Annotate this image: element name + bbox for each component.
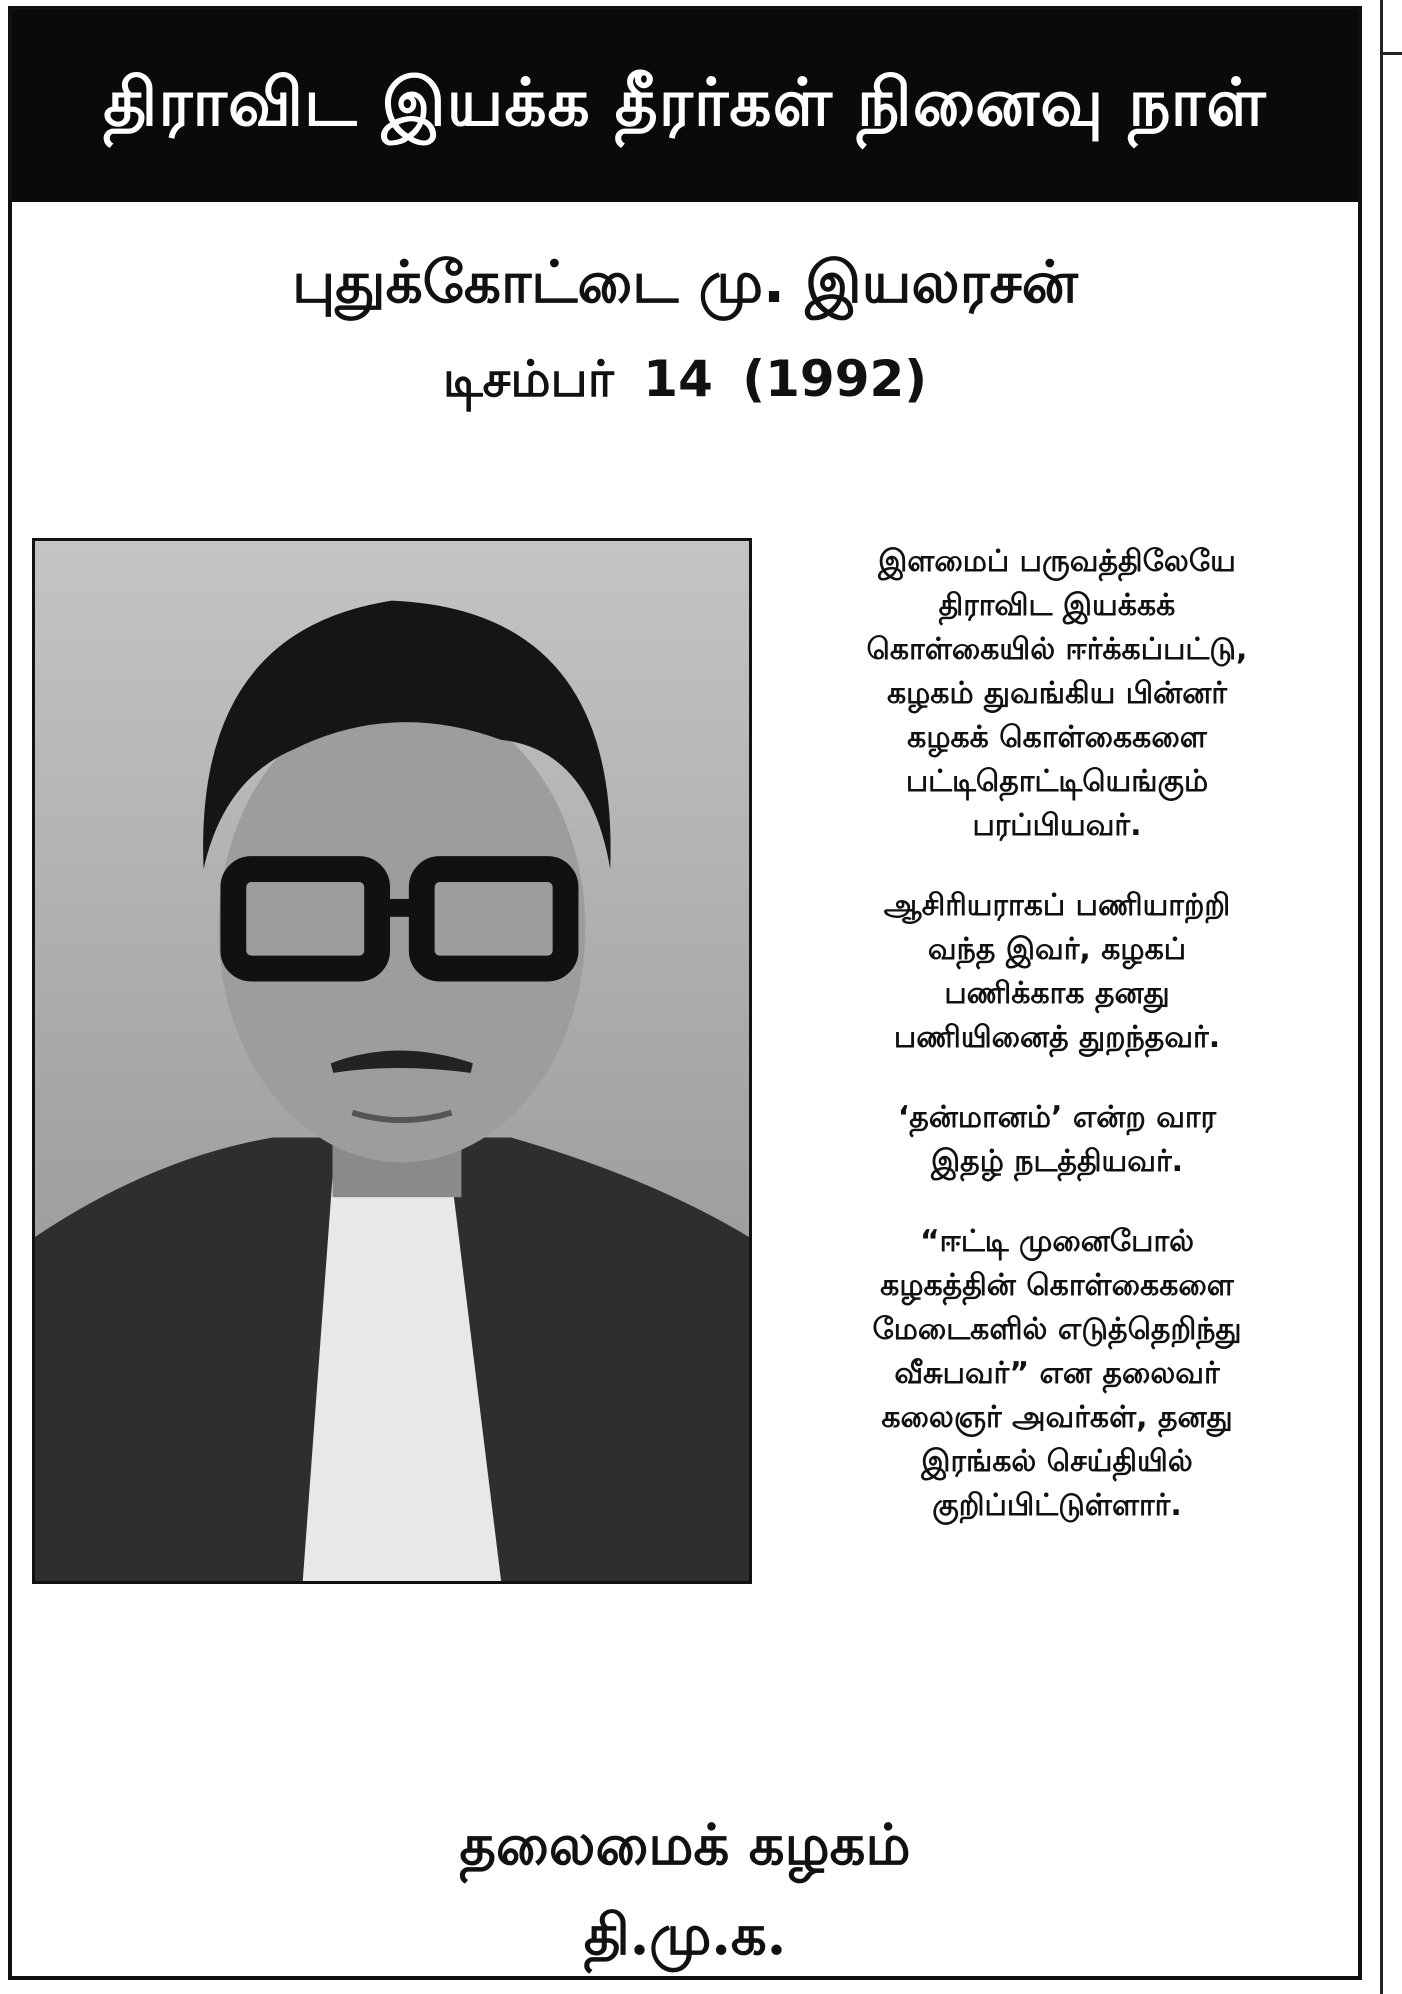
bio-line: இரங்கல் செய்தியில்: [921, 1444, 1193, 1479]
bio-line: பணியினைத் துறந்தவர்.: [893, 1020, 1221, 1055]
bio-paragraph: [772, 1220, 1342, 1528]
memorial-date: டிசம்பர் 14 (1992): [442, 350, 928, 408]
bio-line: கழகத்தின் கொள்கைகளை: [880, 1268, 1234, 1303]
title-banner: [12, 10, 1358, 202]
biography-text: [772, 540, 1342, 1564]
bio-paragraph: [772, 884, 1342, 1060]
bio-line: “ஈட்டி முனைபோல்: [919, 1224, 1195, 1259]
bio-line: பணிக்காக தனது: [944, 976, 1170, 1011]
bio-line: கழகக் கொள்கைகளை: [907, 720, 1207, 755]
portrait-photo: [32, 538, 752, 1584]
bio-line: குறிப்பிட்டுள்ளார்.: [932, 1488, 1182, 1523]
bio-line: வந்த இவர், கழகப்: [927, 932, 1187, 967]
footer-organization: தலைமைக் கழகம்: [459, 1812, 911, 1878]
banner-title: திராவிட இயக்க தீரர்கள் நினைவு நாள்: [103, 62, 1267, 141]
bio-line: வீசுபவர்” என தலைவர்: [894, 1356, 1220, 1391]
bio-paragraph: [772, 1096, 1342, 1184]
footer-party-name: தி.மு.க.: [583, 1902, 787, 1968]
bio-line: ‘தன்மானம்’ என்ற வார: [897, 1100, 1217, 1135]
adjacent-column-border: [1380, 0, 1383, 1994]
bio-line: பரப்பியவர்.: [972, 808, 1142, 843]
adjacent-column-rule: [1383, 52, 1402, 55]
portrait-illustration: [35, 541, 749, 1581]
bio-line: இளமைப் பருவத்திலேயே: [878, 544, 1236, 579]
bio-paragraph: [772, 540, 1342, 848]
bio-line: இதழ் நடத்தியவர்.: [930, 1144, 1184, 1179]
memorial-notice: [8, 6, 1362, 1980]
bio-line: கொள்கையில் ஈர்க்கப்பட்டு,: [866, 632, 1248, 667]
bio-line: கழகம் துவங்கிய பின்னர்: [886, 676, 1228, 711]
bio-line: கலைஞர் அவர்கள், தனது: [881, 1400, 1233, 1435]
bio-line: திராவிட இயக்கக்: [938, 588, 1176, 623]
bio-line: பட்டிதொட்டியெங்கும்: [905, 764, 1209, 799]
bio-line: ஆசிரியராகப் பணியாற்றி: [883, 888, 1231, 923]
person-name: புதுக்கோட்டை மு. இயலரசன்: [292, 248, 1078, 316]
bio-line: மேடைகளில் எடுத்தெறிந்து: [872, 1312, 1242, 1347]
